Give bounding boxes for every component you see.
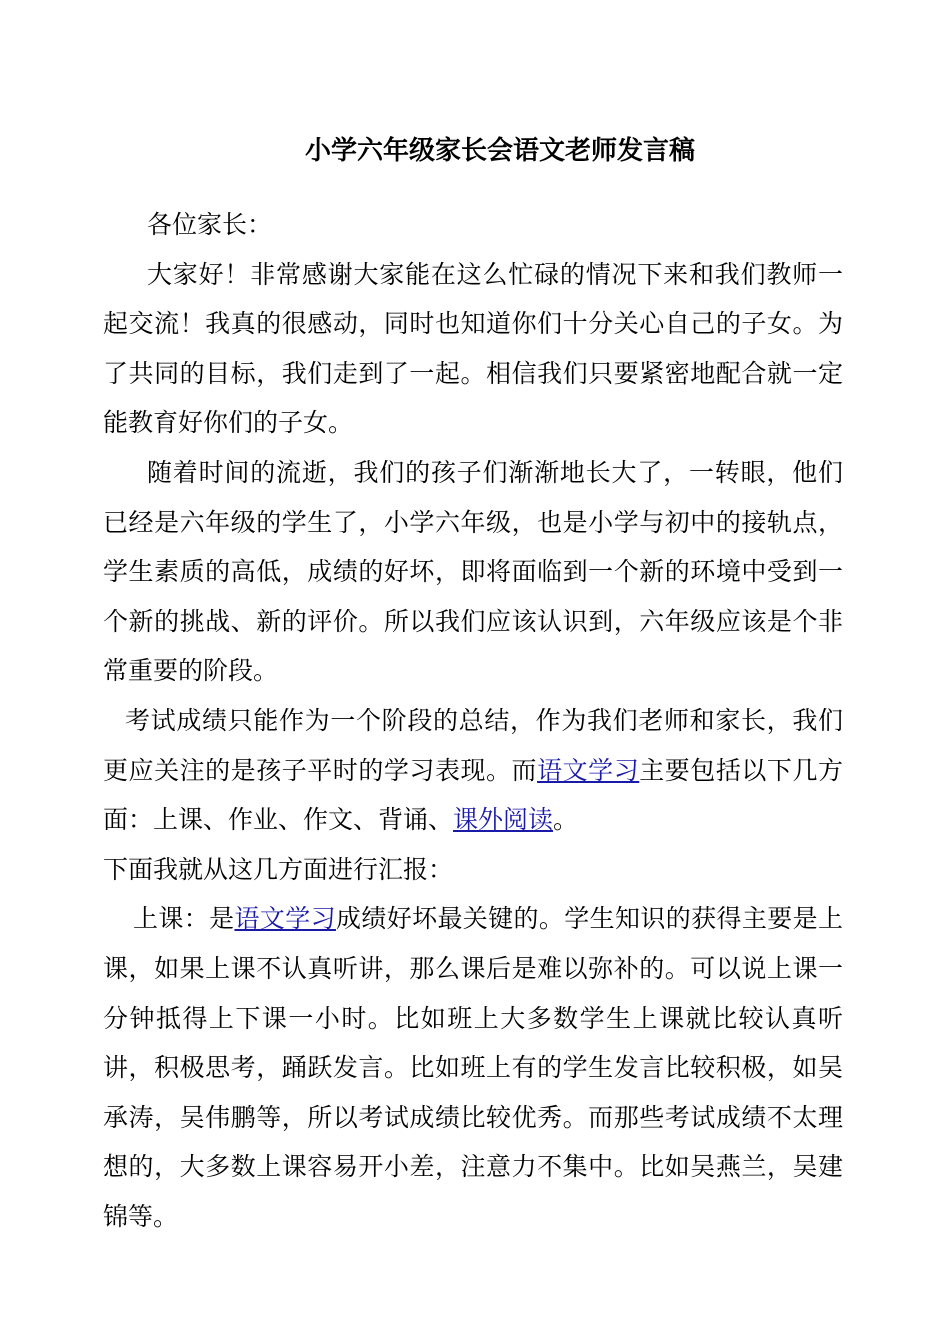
document-title: 小学六年级家长会语文老师发言稿: [304, 136, 695, 166]
paragraph-welcome: 大家好！非常感谢大家能在这么忙碌的情况下来和我们教师一起交流！我真的很感动，同时也知道你们十分关心自己的子女。为了共同的目标，我们走到了一起。相信我们只要紧密地配合就一定能教育好你们的子女。: [103, 259, 843, 438]
document-body: [103, 200, 843, 1241]
link-chinese-learning-2[interactable]: 语文学习: [234, 904, 336, 934]
paragraph-text: 考试成绩只能作为一个阶段的总结，作为我们老师和家长，我们更应关注的是孩子平时的学习表现。而: [103, 705, 843, 785]
greeting: 各位家长：: [147, 210, 273, 239]
paragraph-sixth-grade: 随着时间的流逝，我们的孩子们渐渐地长大了，一转眼，他们已经是六年级的学生了，小学六年级，也是小学与初中的接轨点，学生素质的高低，成绩的好坏，即将面临到一个新的环境中受到一个新的挑战、新的评价。所以我们应该认识到，六年级应该是个非常重要的阶段。: [103, 457, 843, 686]
link-chinese-learning[interactable]: 语文学习: [537, 755, 640, 785]
paragraph-report-intro: 下面我就从这几方面进行汇报：: [103, 854, 454, 884]
paragraph-learning-aspects: [103, 696, 843, 845]
link-extracurricular-reading[interactable]: 课外阅读: [453, 805, 554, 835]
paragraph-text: 成绩好坏最关键的。学生知识的获得主要是上课，如果上课不认真听讲，那么课后是难以弥补的。可以说上课一分钟抵得上下课一小时。比如班上大多数学生上课就比较认真听讲，积极思考，踊跃发言。比如班上有的学生发言比较积极，如吴承涛，吴伟鹏等，所以考试成绩比较优秀。而那些考试成绩不太理想的，大多数上课容易开小差，注意力不集中。比如吴燕兰，吴建锦等。: [103, 904, 843, 1231]
paragraph-class-attendance: [103, 894, 843, 1241]
paragraph-text: 。: [553, 805, 579, 835]
paragraph-text: 主要包括以下几方面：上课、作业、作文、背诵、: [103, 755, 843, 835]
paragraph-text: 上课：是: [133, 904, 235, 934]
